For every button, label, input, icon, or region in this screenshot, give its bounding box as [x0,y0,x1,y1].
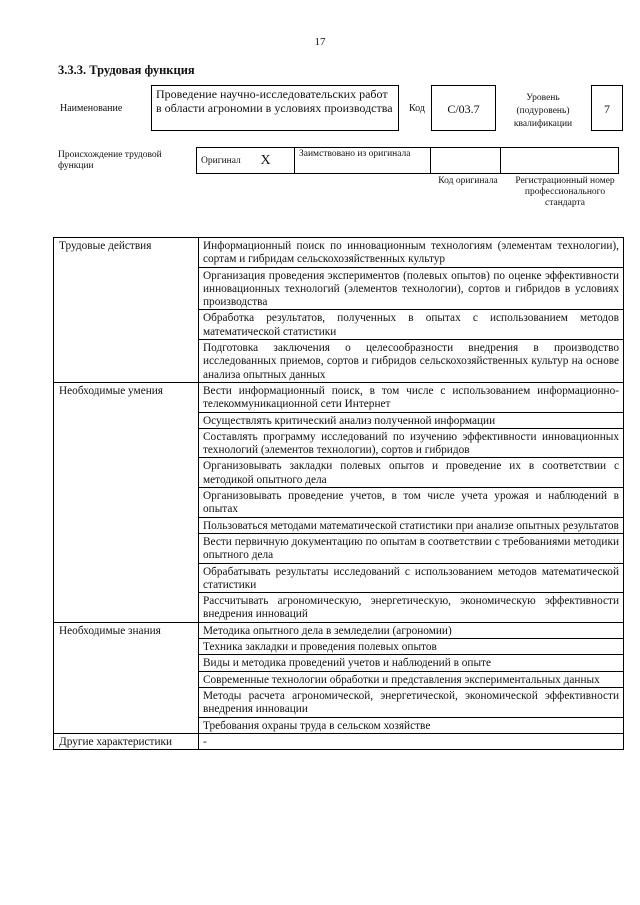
item-cell: Составлять программу исследований по изучению эффективности инновационных технологий (элементов технологии), сортов и гибридов [199,428,624,458]
item-cell: Обрабатывать результаты исследований с использованием методов математической статистики [199,563,624,593]
item-cell: - [199,733,624,749]
item-cell: Организация проведения экспериментов (полевых опытов) по оценке эффективности инновационных технологий (элементов технологии), сортов и гибридов в условиях производства [199,267,624,310]
category-cell: Необходимые знания [54,622,199,733]
item-cell: Рассчитывать агрономическую, энергетическую, экономическую эффективности внедрения инноваций [199,593,624,623]
reg-number-cell [501,148,619,174]
origin-label: Происхождение трудовой функции [58,150,162,171]
page-number: 17 [314,36,326,48]
function-name-field: Проведение научно-исследовательских работ в области агрономии в условиях производства [151,85,399,131]
category-cell: Необходимые умения [54,382,199,622]
item-cell: Методика опытного дела в земледелии (агрономии) [199,622,624,638]
item-cell: Пользоваться методами математической статистики при анализе опытных результатов [199,517,624,533]
item-cell: Подготовка заключения о целесообразности внедрения в производство исследованных приемов, сортов и гибридов сельскохозяйственных культур на основе анализа опытных данных [199,340,624,383]
code-label: Код [409,103,425,114]
section-title: 3.3.3. Трудовая функция [58,63,195,77]
table-row [54,622,624,638]
name-label: Наименование [60,103,123,114]
code-field: C/03.7 [431,85,496,131]
item-cell: Осуществлять критический анализ полученной информации [199,412,624,428]
item-cell: Обработка результатов, полученных в опытах с использованием методов математической статистики [199,310,624,340]
origin-borrowed-cell: Заимствовано из оригинала [295,148,431,174]
item-cell: Требования охраны труда в сельском хозяйстве [199,717,624,733]
item-cell: Вести первичную документацию по опытам в соответствии с требованиями методики опытного дела [199,533,624,563]
qualification-level-field: 7 [591,85,623,131]
origin-mark: X [257,148,295,174]
item-cell: Организовывать закладки полевых опытов и проведение их в соответствии с методикой опытного дела [199,458,624,488]
item-cell: Виды и методика проведений учетов и наблюдений в опыте [199,655,624,671]
category-cell: Другие характеристики [54,733,199,749]
origin-table [196,147,619,174]
code-original-cell [431,148,501,174]
table-row [54,733,624,749]
item-cell: Методы расчета агрономической, энергетической, экономической эффективности внедрения инновации [199,687,624,717]
reg-number-caption: Регистрационный номер профессионального стандарта [515,176,615,208]
labor-function-table [53,237,624,750]
table-row [54,382,624,412]
item-cell: Вести информационный поиск, в том числе с использованием информационно-телекоммуникационной сети Интернет [199,382,624,412]
item-cell: Информационный поиск по инновационным технологиям (элементам технологии), сортам и гибридам сельскохозяйственных культур [199,238,624,268]
category-cell: Трудовые действия [54,238,199,383]
origin-original-cell: Оригинал [197,148,257,174]
table-row [54,238,624,268]
item-cell: Организовывать проведение учетов, в том числе учета урожая и наблюдений в опытах [199,488,624,518]
item-cell: Техника закладки и проведения полевых опытов [199,639,624,655]
qualification-level-label: Уровень (подуровень) квалификации [513,93,573,129]
item-cell: Современные технологии обработки и представления экспериментальных данных [199,671,624,687]
code-original-caption: Код оригинала [438,176,498,186]
